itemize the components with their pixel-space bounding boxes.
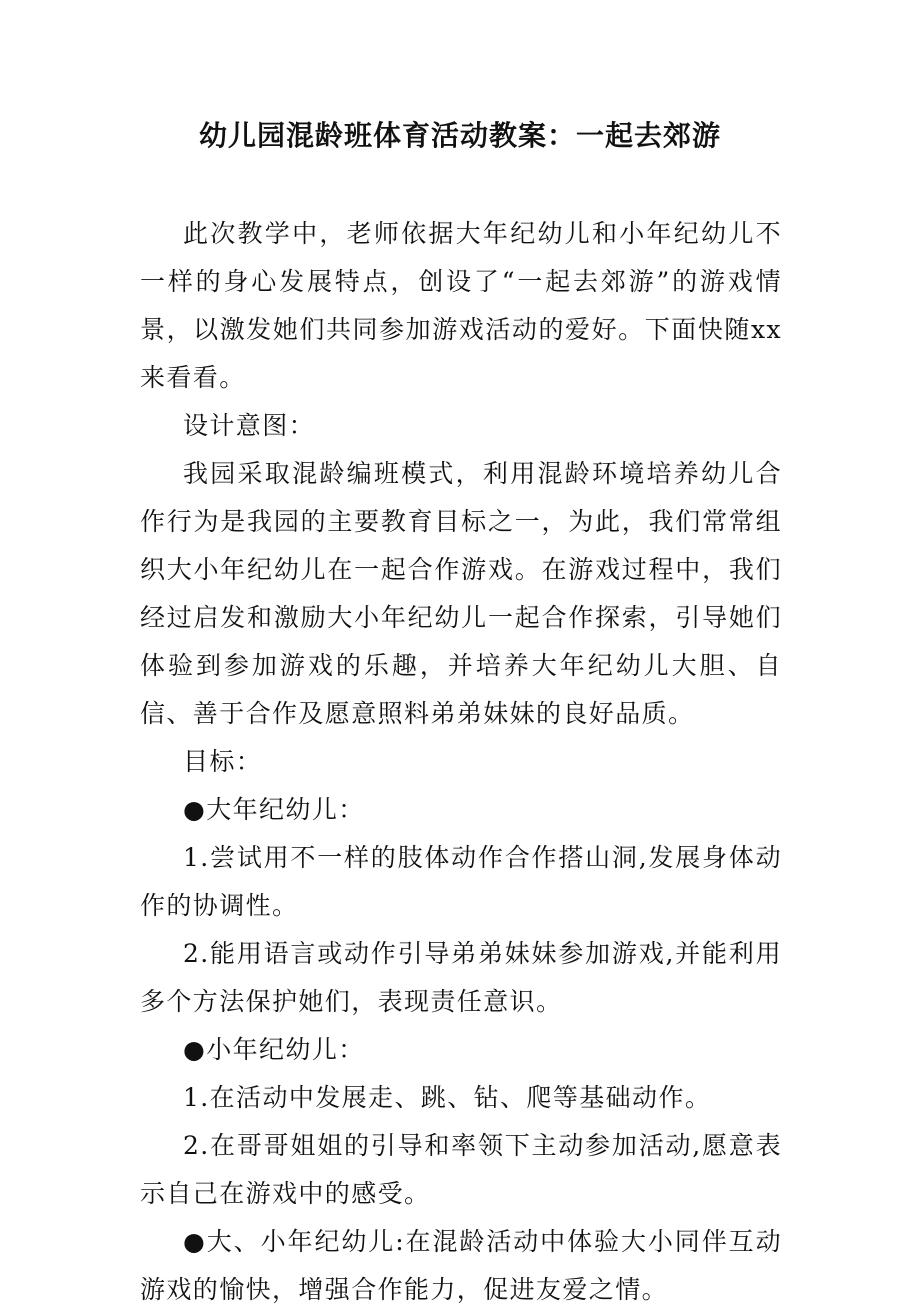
goals-heading: 目标： <box>183 747 263 776</box>
document-title: 幼儿园混龄班体育活动教案：一起去郊游 <box>198 119 721 152</box>
design-intent-heading: 设计意图： <box>183 411 316 440</box>
document-body <box>140 210 782 1314</box>
younger-children-heading: ●小年纪幼儿： <box>183 1035 365 1064</box>
older-goal-2: 2.能用语言或动作引导弟弟妹妹参加游戏,并能利用多个方法保护她们，表现责任意识。 <box>140 939 782 1016</box>
design-intent-paragraph: 我园采取混龄编班模式，利用混龄环境培养幼儿合作行为是我园的主要教育目标之一，为此，我们常常组织大小年纪幼儿在一起合作游戏。在游戏过程中，我们经过启发和激励大小年纪幼儿一起合作探索，引导她们体验到参加游戏的乐趣，并培养大年纪幼儿大胆、自信、善于合作及愿意照料弟弟妹妹的良好品质。 <box>140 459 782 728</box>
both-ages-goal: ●大、小年纪幼儿:在混龄活动中体验大小同伴互动游戏的愉快，增强合作能力，促进友爱之情。 <box>140 1227 782 1304</box>
younger-goal-2: 2.在哥哥姐姐的引导和率领下主动参加活动,愿意表示自己在游戏中的感受。 <box>140 1131 782 1208</box>
younger-goal-1: 1.在活动中发展走、跳、钻、爬等基础动作。 <box>183 1083 712 1112</box>
older-goal-1: 1.尝试用不一样的肢体动作合作搭山洞,发展身体动作的协调性。 <box>140 843 782 920</box>
older-children-heading: ●大年纪幼儿： <box>183 795 365 824</box>
intro-paragraph: 此次教学中，老师依据大年纪幼儿和小年纪幼儿不一样的身心发展特点，创设了“一起去郊游”的游戏情景，以激发她们共同参加游戏活动的爱好。下面快随xx来看看。 <box>140 219 782 392</box>
